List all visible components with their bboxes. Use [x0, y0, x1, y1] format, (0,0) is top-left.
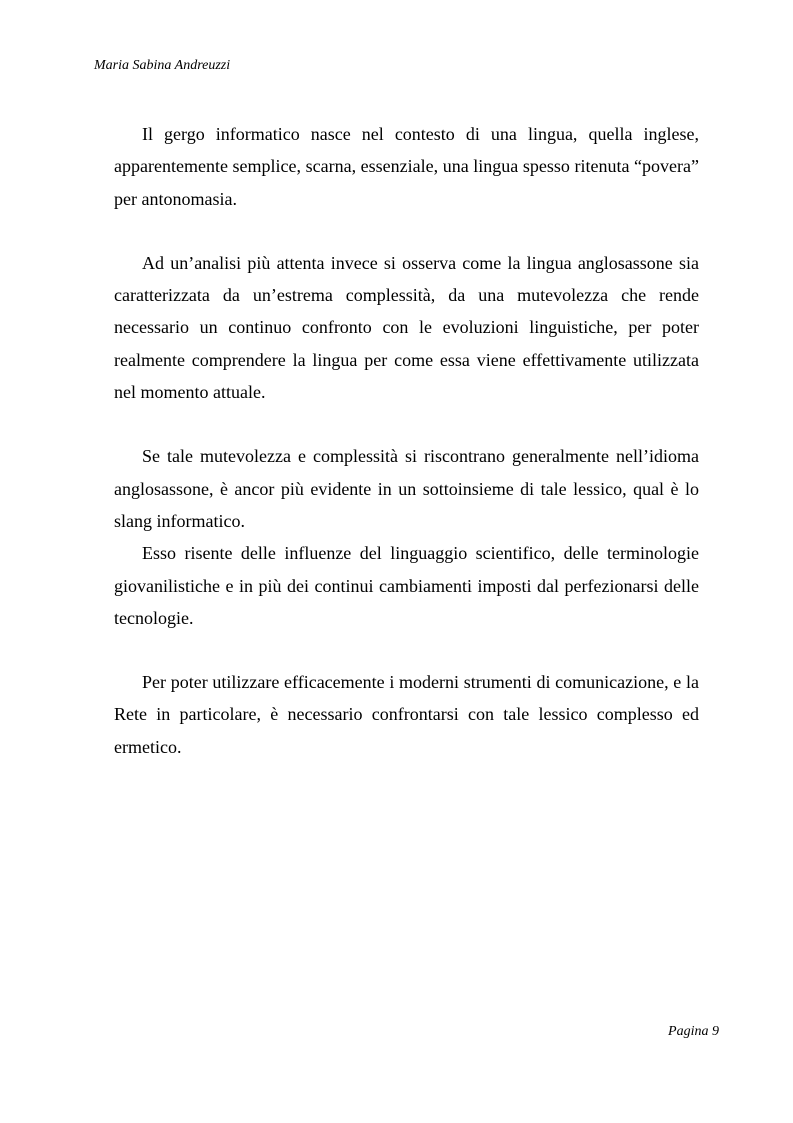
paragraph-3: Se tale mutevolezza e complessità si riscontrano generalmente nell’idioma anglosassone, è ancor più evidente in un sottoinsieme di tale lessico, qual è lo slang informatico. [114, 446, 699, 531]
header-author: Maria Sabina Andreuzzi [94, 58, 231, 73]
paragraph-4: Esso risente delle influenze del linguaggio scientifico, delle terminologie giovanilistiche e in più dei continui cambiamenti imposti dal perfezionarsi delle tecnologie. [114, 543, 699, 628]
paragraph-2: Ad un’analisi più attenta invece si osserva come la lingua anglosassone sia caratterizzata da un’estrema complessità, da una mutevolezza che rende necessario un continuo confronto con le evoluzioni linguistiche, per poter realmente comprendere la lingua per come essa viene effettivamente utilizzata nel momento attuale. [114, 252, 699, 403]
body-text [114, 118, 699, 763]
paragraph-5: Per poter utilizzare efficacemente i moderni strumenti di comunicazione, e la Rete in particolare, è necessario confrontarsi con tale lessico complesso ed ermetico. [114, 672, 699, 757]
page-number: Pagina 9 [668, 1024, 719, 1039]
paragraph-1: Il gergo informatico nasce nel contesto di una lingua, quella inglese, apparentemente semplice, scarna, essenziale, una lingua spesso ritenuta “povera” per antonomasia. [114, 124, 699, 209]
